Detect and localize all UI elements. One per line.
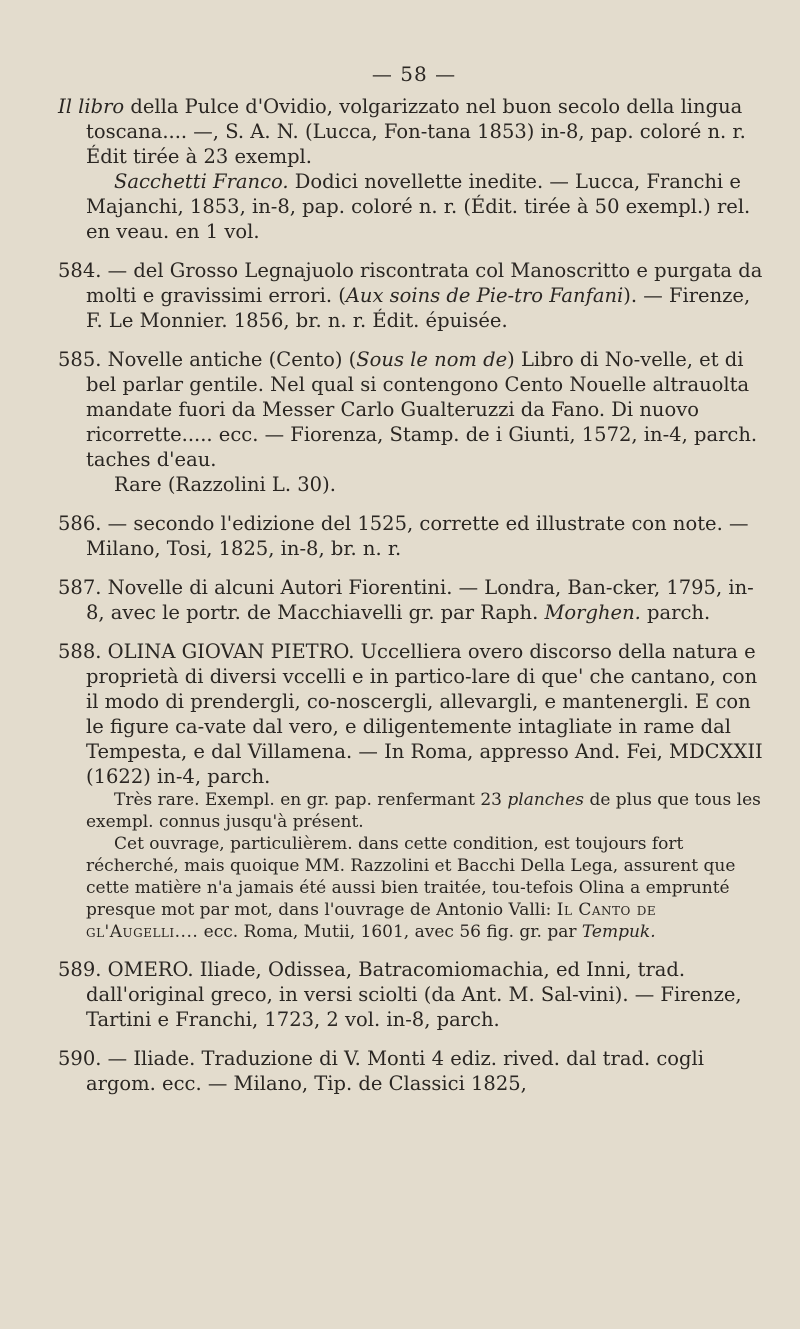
entry-text [58, 347, 770, 472]
entry-text-part: — del Grosso Legnajuolo riscontrata col Manoscritto e purgata da molti e gravissimi errori. ( [86, 259, 763, 307]
entry-text-part: Il Canto de gl'Augelli.... [86, 900, 657, 942]
entry-text-part: Sacchetti Franco. [114, 170, 289, 193]
entry-text-part: OMERO. Iliade, Odissea, Batracomiomachia, ed Inni, trad. dall'original greco, in versi sciolti (da Ant. M. Sal-vini). — Firenze, Tartini e Franchi, 1723, 2 vol. in-8, parch. [86, 958, 742, 1031]
entry-text-part: Novelle di alcuni Autori Fiorentini. — Londra, Ban-cker, 1795, in-8, avec le portr. de Macchiavelli gr. par Raph. [86, 576, 754, 624]
entry-text-part: Il libro [58, 95, 125, 118]
entry-text [58, 94, 770, 169]
entry-text-part: ). — Firenze, F. Le Monnier. 1856, br. n. r. Édit. épuisée. [86, 284, 751, 332]
entry-text [58, 957, 770, 1032]
page-number: — 58 — [371, 62, 457, 86]
entry-text-part: de plus que tous les exempl. connus jusqu'à présent. [86, 790, 761, 832]
entry-text-part: ) Libro di No-velle, et di bel parlar gentile. Nel qual si contengono Cento Nouelle altrauolta mandate fuori da Messer Carlo Gualteruzzi da Fano. Di nuovo ricorrette..... ecc. — Fiorenza, Stamp. de i Giunti, 1572, in-4, parch. taches d'eau. [86, 348, 758, 471]
entry-text-part: Aux soins de Pie-tro Fanfani [345, 284, 624, 307]
entries-list [58, 94, 770, 1096]
catalogue-entry [58, 957, 770, 1032]
entry-text-part: Dodici novellette inedite. — Lucca, Franchi e Majanchi, 1853, in-8, pap. coloré n. r. (Édit. tirée à 50 exempl.) rel. en veau. en 1 vol. [86, 170, 751, 243]
entry-number: 587. [58, 576, 102, 599]
entry-number: 589. [58, 958, 102, 981]
entry-note [58, 789, 770, 833]
entry-number: 586. [58, 512, 102, 535]
entry-text [58, 258, 770, 333]
entry-text-part: Rare (Razzolini L. 30). [114, 473, 336, 496]
catalogue-entry [58, 347, 770, 497]
entry-number: 584. [58, 259, 102, 282]
entry-text [58, 639, 770, 789]
catalogue-entry [58, 94, 770, 244]
entry-text-part: Novelle antiche (Cento) ( [101, 348, 357, 371]
entry-note [58, 472, 770, 497]
entry-text-part: ecc. Roma, Mutii, 1601, avec 56 fig. gr. par [198, 922, 582, 942]
entry-text [58, 1046, 770, 1096]
entry-text-part: OLINA GIOVAN PIETRO. Uccelliera overo discorso della natura e proprietà di diversi vccelli e in partico-lare di que' che cantano, con il modo di prendergli, co-noscergli, allevargli, e mantenergli. E con le figure ca-vate dal vero, e diligentemente intagliate in rame dal Tempesta, e dal Villamena. — In Roma, appresso And. Fei, MDCXXII (1622) in-4, parch. [86, 640, 763, 788]
entry-number: 588. [58, 640, 102, 663]
entry-text-part: Très rare. Exempl. en gr. pap. renfermant 23 [114, 790, 508, 810]
entry-text [58, 575, 770, 625]
entry-text-part: planches [507, 790, 585, 810]
entry-text-part: parch. [640, 601, 711, 624]
entry-text-part: Sous le nom de [356, 348, 508, 371]
entry-text-part: Morghen. [544, 601, 641, 624]
catalogue-entry [58, 511, 770, 561]
catalogue-entry [58, 639, 770, 943]
entry-number: 590. [58, 1047, 102, 1070]
entry-text-part: Tempuk. [581, 922, 656, 942]
entry-text-part: della Pulce d'Ovidio, volgarizzato nel buon secolo della lingua toscana.... —, S. A. N. (Lucca, Fon-tana 1853) in-8, pap. coloré n. r. Édit tirée à 23 exempl. [86, 95, 746, 168]
entry-text [58, 511, 770, 561]
entry-text-part: — Iliade. Traduzione di V. Monti 4 ediz. rived. dal trad. cogli argom. ecc. — Milano, Tip. de Classici 1825, [86, 1047, 704, 1095]
entry-number: 585. [58, 348, 102, 371]
entry-text-part: — secondo l'edizione del 1525, corrette ed illustrate con note. — Milano, Tosi, 1825, in-8, br. n. r. [86, 512, 749, 560]
catalogue-entry [58, 258, 770, 333]
catalogue-entry [58, 1046, 770, 1096]
entry-note [58, 169, 770, 244]
catalogue-entry [58, 575, 770, 625]
entry-text-part: Cet ouvrage, particulièrem. dans cette condition, est toujours fort récherché, mais quoique MM. Razzolini et Bacchi Della Lega, assurent que cette matière n'a jamais été aussi bien traitée, tou-tefois Olina a emprunté presque mot par mot, dans l'ouvrage de Antonio Valli: [86, 834, 736, 920]
entry-note [58, 833, 770, 943]
